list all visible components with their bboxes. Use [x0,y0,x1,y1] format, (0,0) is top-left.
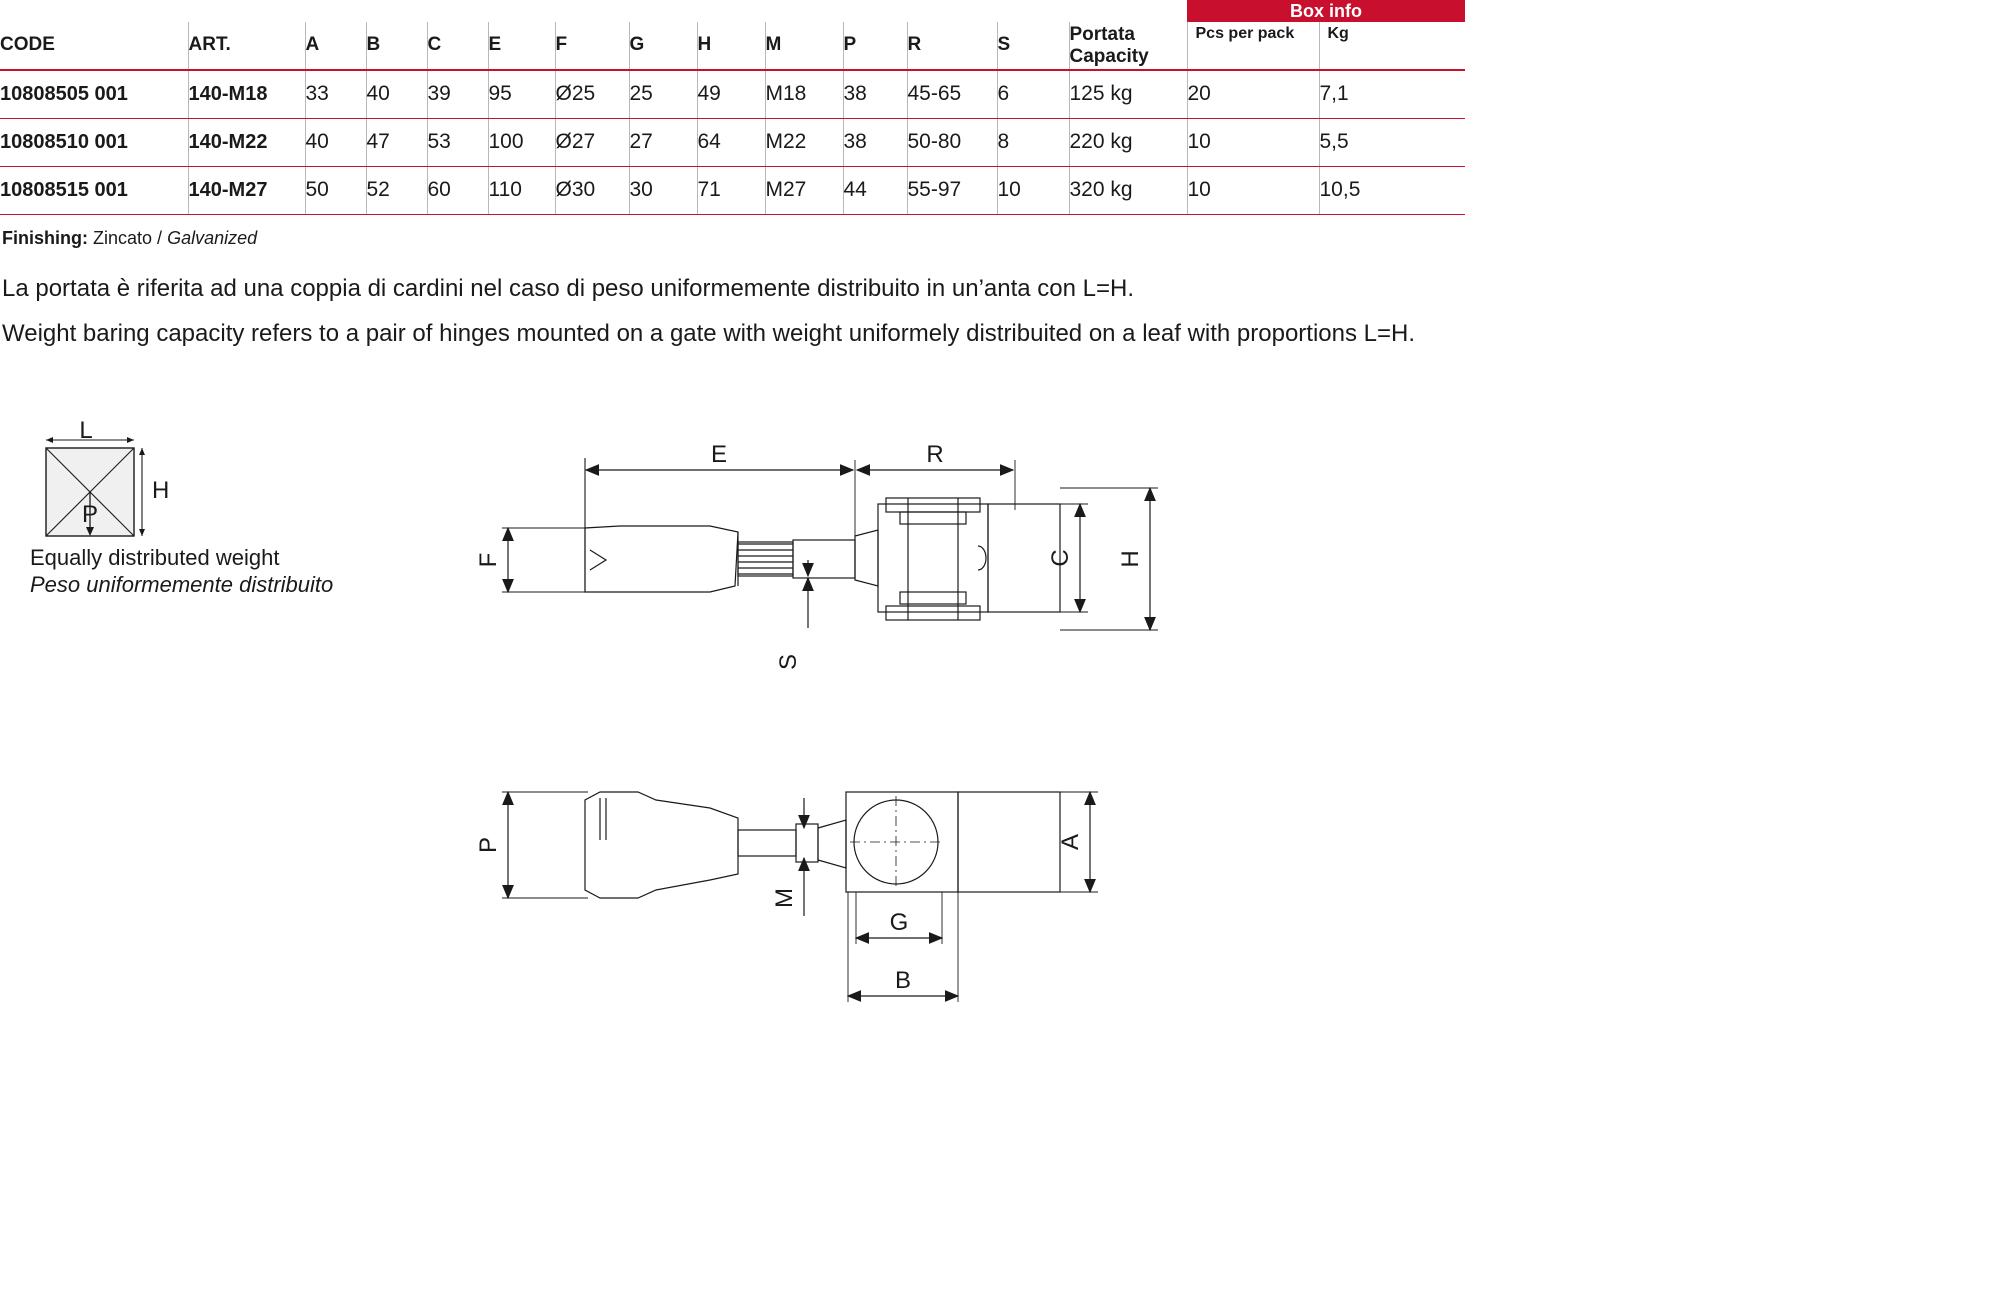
label-P: P [475,836,502,854]
cell-kg: 10,5 [1319,166,1465,214]
cell-kg: 7,1 [1319,70,1465,119]
cell-s: 8 [997,118,1069,166]
cell-e: 95 [488,70,555,119]
weight-diagram-svg [28,417,198,545]
cell-r: 50-80 [907,118,997,166]
cell-b: 47 [366,118,427,166]
label-R: R [926,441,944,468]
label-L: L [79,417,93,444]
finishing-separator: / [157,228,163,248]
arrow-L-left [46,437,53,443]
cell-m: M27 [765,166,843,214]
col-header-f: F [555,22,629,70]
col-header-kg: Kg [1319,22,1465,70]
cell-art: 140-M22 [188,118,305,166]
col-header-p: P [843,22,907,70]
cell-pcs: 20 [1187,70,1319,119]
cell-pcs: 10 [1187,166,1319,214]
cell-s: 6 [997,70,1069,119]
cell-art: 140-M18 [188,70,305,119]
col-header-h: H [697,22,765,70]
cell-a: 50 [305,166,366,214]
table-header-row [0,22,1465,70]
finishing-line [2,228,257,249]
cell-code: 10808505 001 [0,70,188,119]
cell-h: 71 [697,166,765,214]
weight-caption-it: Peso uniformemente distribuito [30,571,334,597]
arrow-H-bottom [139,529,145,536]
cell-capacity: 320 kg [1069,166,1187,214]
spec-table [0,0,1465,215]
cell-r: 55-97 [907,166,997,214]
cell-b: 40 [366,70,427,119]
cell-p: 38 [843,118,907,166]
cell-code: 10808515 001 [0,166,188,214]
box-info-title: Box info [1187,0,1465,22]
cell-f: Ø30 [555,166,629,214]
col-header-e: E [488,22,555,70]
technical-drawing [475,441,1630,1245]
cell-g: 27 [629,118,697,166]
label-S: S [775,653,802,671]
label-H: H [1117,550,1144,568]
table-row [0,70,1465,119]
cell-kg: 5,5 [1319,118,1465,166]
cell-art: 140-M27 [188,166,305,214]
cell-m: M22 [765,118,843,166]
label-M: M [771,888,798,908]
cell-e: 100 [488,118,555,166]
weight-distribution-diagram [28,417,198,550]
arrow-H-top [139,448,145,455]
table-header-row-boxinfo [0,0,1465,22]
cell-r: 45-65 [907,70,997,119]
cell-f: Ø25 [555,70,629,119]
cell-c: 53 [427,118,488,166]
cell-a: 33 [305,70,366,119]
finishing-value-it: Zincato [93,228,153,248]
cell-e: 110 [488,166,555,214]
col-header-a: A [305,22,366,70]
label-A: A [1057,833,1084,851]
cell-capacity: 125 kg [1069,70,1187,119]
cell-code: 10808510 001 [0,118,188,166]
label-H: H [152,477,170,504]
cell-g: 25 [629,70,697,119]
label-C: C [1047,549,1074,567]
col-header-s: S [997,22,1069,70]
col-header-code: CODE [0,22,188,70]
cell-g: 30 [629,166,697,214]
col-header-pcs-per-pack: Pcs per pack [1187,22,1319,70]
col-header-g: G [629,22,697,70]
note-english: Weight baring capacity refers to a pair of hinges mounted on a gate with weight uniformely distribuited on a leaf with proportions L=H. [2,320,1416,347]
technical-drawing-svg [475,441,1630,1240]
cell-s: 10 [997,166,1069,214]
note-italian: La portata è riferita ad una coppia di cardini nel caso di peso uniformemente distribuito in un’anta con L=H. [2,275,1135,302]
cell-c: 60 [427,166,488,214]
cell-h: 64 [697,118,765,166]
label-E: E [710,441,728,468]
weight-caption-en: Equally distributed weight [30,545,280,570]
col-header-b: B [366,22,427,70]
cell-pcs: 10 [1187,118,1319,166]
col-header-m: M [765,22,843,70]
col-header-r: R [907,22,997,70]
cell-m: M18 [765,70,843,119]
finishing-value-en: Galvanized [167,228,258,248]
cell-p: 44 [843,166,907,214]
label-F: F [475,552,502,568]
cell-a: 40 [305,118,366,166]
col-header-art: ART. [188,22,305,70]
cell-b: 52 [366,166,427,214]
col-header-capacity [1069,22,1187,70]
finishing-label: Finishing: [2,228,88,248]
capacity-label-it: Portata [1069,24,1135,45]
cell-h: 49 [697,70,765,119]
cell-capacity: 220 kg [1069,118,1187,166]
cell-f: Ø27 [555,118,629,166]
spec-table-container [0,0,1465,215]
table-row [0,166,1465,214]
col-header-c: C [427,22,488,70]
capacity-label-en: Capacity [1069,46,1149,68]
cell-p: 38 [843,70,907,119]
label-B: B [894,967,912,994]
label-P: P [81,501,99,528]
weight-diagram-caption [30,545,333,599]
label-G: G [889,909,909,936]
arrow-L-right [127,437,134,443]
table-row [0,118,1465,166]
cell-c: 39 [427,70,488,119]
